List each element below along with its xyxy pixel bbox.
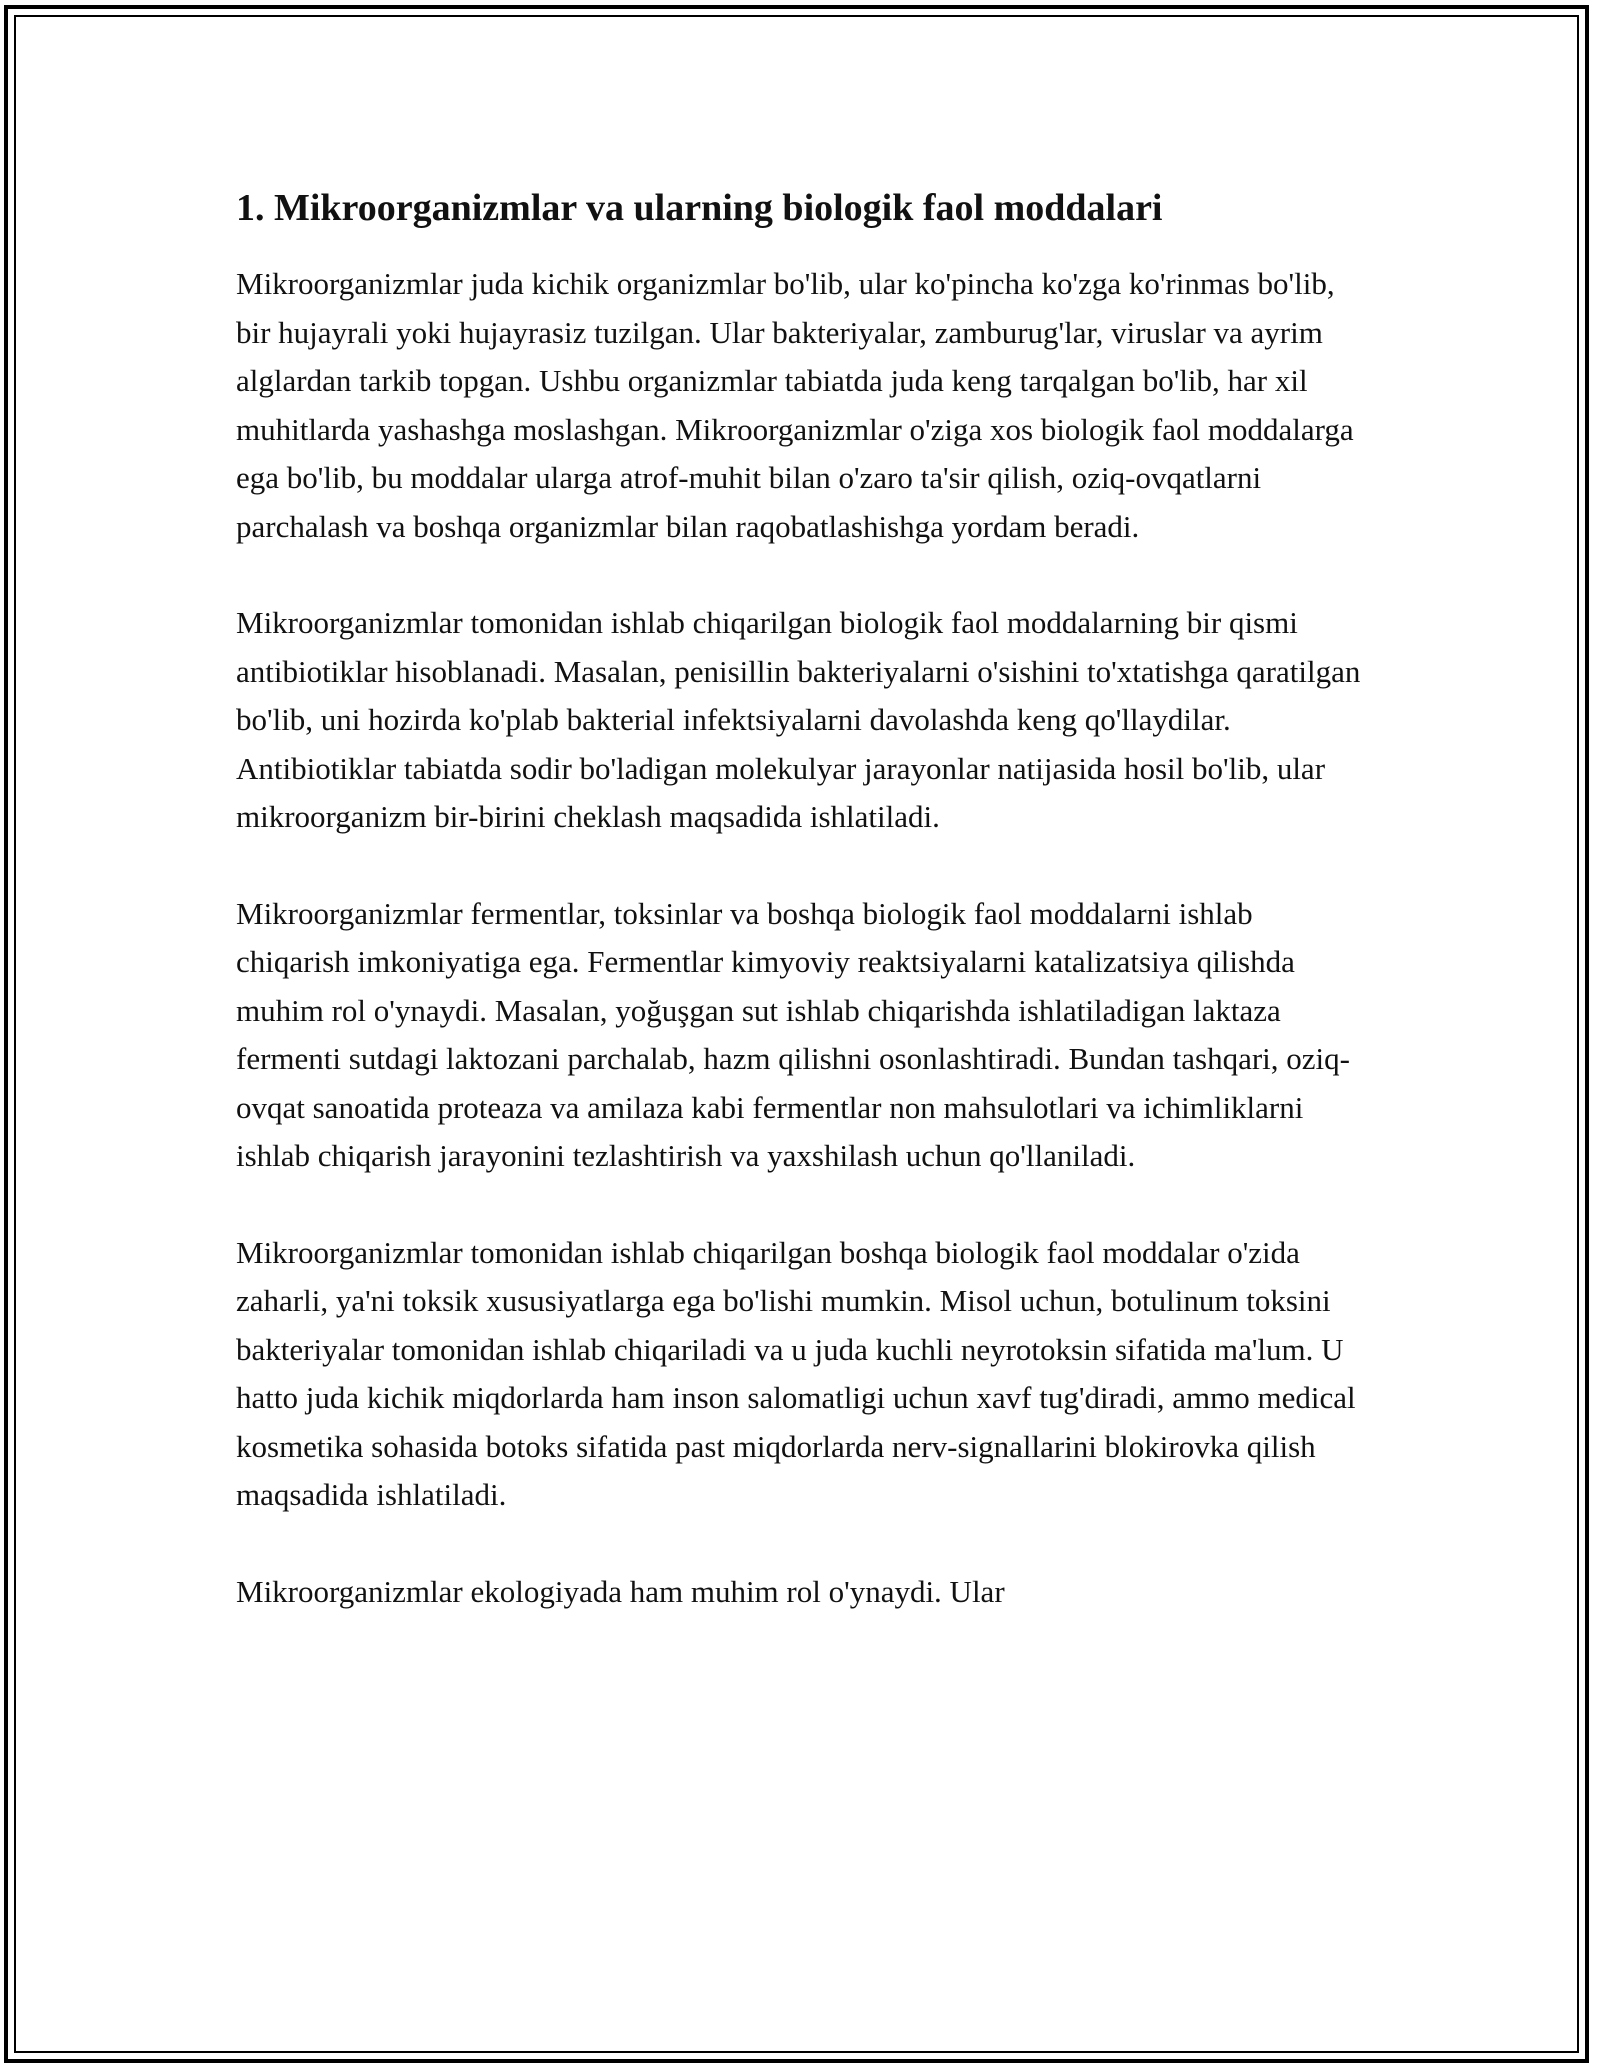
paragraph-intro: Mikroorganizmlar juda kichik organizmlar bo'lib, ular ko'pincha ko'zga ko'rinmas bo'lib, bir hujayrali yoki hujayrasiz tuzilgan. Ular bakteriyalar, zamburug'lar, viruslar va ayrim alglardan tarkib topgan. Ushbu organizmlar tabiatda juda keng tarqalgan bo'lib, har xil muhitlarda yashashga moslashgan. Mikroorganizmlar o'ziga xos biologik faol moddalarga ega bo'lib, bu moddalar ularga atrof-muhit bilan o'zaro ta'sir qilish, oziq-ovqatlarni parchalash va boshqa organizmlar bilan raqobatlashishga yordam beradi. xyxy=(236,266,1354,544)
section-heading: 1. Mikroorganizmlar va ularning biologik faol moddalari xyxy=(236,187,1163,229)
paragraph-antibiotics: Mikroorganizmlar tomonidan ishlab chiqarilgan biologik faol moddalarning bir qismi antibiotiklar hisoblanadi. Masalan, penisillin bakteriyalarni o'sishini to'xtatishga qaratilgan bo'lib, uni hozirda ko'plab bakterial infektsiyalarni davolashda keng qo'llaydilar. Antibiotiklar tabiatda sodir bo'ladigan molekulyar jarayonlar natijasida hosil bo'lib, ular mikroorganizm bir-birini cheklash maqsadida ishlatiladi. xyxy=(236,605,1361,834)
document-body xyxy=(236,188,1371,1664)
paragraph-ecology: Mikroorganizmlar ekologiyada ham muhim rol o'ynaydi. Ular xyxy=(236,1573,1005,1609)
paragraph-toxins: Mikroorganizmlar tomonidan ishlab chiqarilgan boshqa biologik faol moddalar o'zida zaharli, ya'ni toksik xususiyatlarga ega bo'lishi mumkin. Misol uchun, botulinum toksini bakteriyalar tomonidan ishlab chiqariladi va u juda kuchli neyrotoksin sifatida ma'lum. U hatto juda kichik miqdorlarda ham inson salomatligi uchun xavf tug'diradi, ammo medical kosmetika sohasida botoks sifatida past miqdorlarda nerv-signallarini blokirovka qilish maqsadida ishlatiladi. xyxy=(236,1234,1356,1512)
paragraph-enzymes: Mikroorganizmlar fermentlar, toksinlar va boshqa biologik faol moddalarni ishlab chiqarish imkoniyatiga ega. Fermentlar kimyoviy reaktsiyalarni katalizatsiya qilishda muhim rol o'ynaydi. Masalan, yoğuşgan sut ishlab chiqarishda ishlatiladigan laktaza fermenti sutdagi laktozani parchalab, hazm qilishni osonlashtiradi. Bundan tashqari, oziq-ovqat sanoatida proteaza va amilaza kabi fermentlar non mahsulotlari va ichimliklarni ishlab chiqarish jarayonini tezlashtirish va yaxshilash uchun qo'llaniladi. xyxy=(236,895,1350,1173)
